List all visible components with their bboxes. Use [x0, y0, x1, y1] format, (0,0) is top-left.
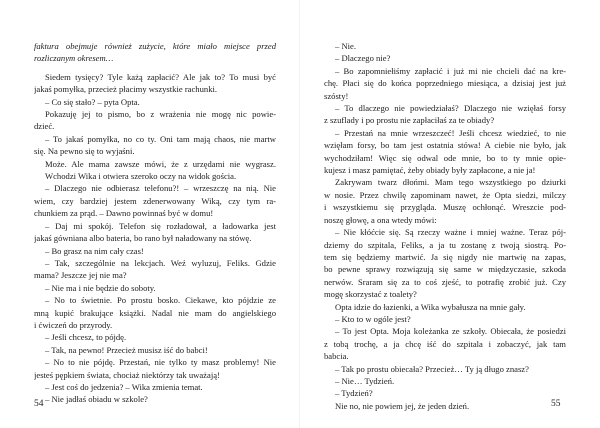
- text-line: – Tak, szczególnie na lekcjach. Weź wyluzuj, Feliks. Gdzie: [45, 257, 276, 268]
- text-line: – Tak, na pewno! Przecież musisz iść do babci!: [45, 344, 208, 355]
- text-line: – Przestań na mnie wrzeszczeć! Jeśli chcesz wiedzieć, to nie: [335, 127, 566, 138]
- left-page-number: 54: [34, 399, 44, 409]
- text-line: z szuflady i po prostu nie zapłaciłaś za te obiady?: [324, 115, 495, 126]
- text-line: noszę głowę, a ona wtedy mówi:: [324, 214, 437, 225]
- text-line: dziemy do szpitala, Feliks, a ja tu zostanę z twoją siostrą. Po-: [324, 239, 566, 250]
- text-line: – Bo grasz na nim cały czas!: [45, 245, 144, 256]
- text-line: mama? Jeszcze jej nie ma?: [34, 270, 127, 281]
- text-line: – Bo zapomniełiśmy zapłacić i już mi nie chcieli dać na kre-: [335, 65, 566, 76]
- text-line: – Kto to w ogóle jest?: [335, 313, 411, 324]
- text-line: – Nie ma i nie będzie do soboty.: [45, 282, 156, 293]
- text-line: Nie no, nie powiem jej, że jeden dzień.: [335, 400, 470, 411]
- text-line: i wszystkiemu się przygląda. Muszę ochłonąć. Wreszcie pod-: [324, 202, 566, 213]
- text-line: szósty!: [324, 90, 349, 101]
- text-line: – Tak po prostu obiecała? Przecież… Ty ją długo znasz?: [335, 363, 529, 374]
- text-line: wzięłam forsy, bo tam jest ostatnia stówa! A ciebie nie było, jak: [324, 140, 566, 151]
- right-page-number: 55: [551, 399, 561, 409]
- text-line: – Nie kłóćcie się. Są rzeczy ważne i mniej ważne. Teraz pój-: [335, 227, 566, 238]
- text-line: w nosie. Przez chwilę zapominam nawet, że Opta siedzi, milczy: [324, 189, 566, 200]
- text-line: i ćwiczeń do przyrody.: [34, 319, 113, 330]
- text-line: – To dlaczego nie powiedziałaś? Dlaczego nie wzięłaś forsy: [335, 103, 566, 114]
- text-line: Może. Ale mama zawsze mówi, że z urzędami nie wygrasz.: [45, 158, 276, 169]
- text-line: bo pewne sprawy rozwiązują się same w międzyczasie, szkoda: [324, 264, 566, 275]
- text-line: Wchodzi Wika i otwiera szeroko oczy na widok gościa.: [45, 171, 237, 182]
- text-line: jesteś pępkiem świata, chociaż niektórzy tak uważają!: [34, 369, 220, 380]
- text-line: – To jakaś pomyłka, no co ty. Oni tam mają chaos, nie martw: [45, 133, 276, 144]
- text-line: nerwów. Sraram się za to coś zjeść, to potrafię zrobić już. Czy: [324, 276, 566, 287]
- text-line: faktura obejmuje również zużycie, które miało miejsce przed: [34, 41, 276, 51]
- text-line: – Dlaczego nie?: [335, 53, 391, 64]
- text-line: wiem, czy bardziej jestem zdenerwowany Wiką, czy tym ra-: [34, 195, 276, 206]
- text-line: rozliczanym okresem…: [34, 53, 114, 64]
- text-line: chunkiem za prąd. – Dawno powinnaś być w domu!: [34, 208, 214, 219]
- text-line: wychodziłam! Więc się odwal ode mnie, bo to ty mnie opie-: [324, 152, 566, 163]
- text-line: Opta idzie do łazienki, a Wika wybałusza na mnie gały.: [335, 301, 526, 312]
- text-line: jakaś gówniana albo bateria, bo rano był naładowany na stówę.: [34, 233, 252, 244]
- text-line: tem się będziemy martwić. Ja się nigdy nie martwię na zapas,: [324, 251, 566, 262]
- text-line: Siedem tysięcy? Tyle każą zapłacić? Ale jak to? To musi być: [45, 71, 276, 82]
- text-line: chę. Płaci się do końca poprzedniego miesiąca, a dzisiaj jest już: [324, 78, 566, 89]
- text-line: – No to nie pójdę. Przestań, nie tylko ty masz problemy! Nie: [45, 357, 276, 368]
- text-line: – To jest Opta. Moja koleżanka ze szkoły. Obiecała, że posiedzi: [335, 326, 566, 337]
- text-line: – Daj mi spokój. Telefon się rozładował, a ładowarka jest: [45, 220, 276, 231]
- right-page: [300, 0, 600, 428]
- text-line: mną kupić brakujące książki. Nadal nie mam do angielskiego: [34, 307, 276, 318]
- right-page-text: [324, 40, 566, 412]
- text-line: – Nie… Tydzień.: [335, 375, 395, 386]
- text-line: – Jest coś do jedzenia? – Wika zmienia temat.: [45, 381, 203, 392]
- text-line: – Co się stało? – pyta Opta.: [45, 96, 140, 107]
- left-page-text: [34, 40, 276, 406]
- text-line: – Tydzień?: [335, 388, 373, 399]
- text-line: – No to świetnie. Po prostu bosko. Ciekawe, kto pójdzie ze: [45, 295, 276, 306]
- text-line: Pokazuję jej to pismo, bo z wrażenia nie mogę nic powie-: [45, 109, 276, 120]
- text-line: – Nie.: [335, 41, 357, 51]
- text-line: babcia.: [324, 351, 349, 362]
- text-line: Zakrywam twarz dłońmi. Mam tego wszystkiego po dziurki: [335, 177, 566, 188]
- text-line: mogę skorzystać z toalety?: [324, 289, 417, 300]
- text-line: – Dlaczego nie odbierasz telefonu?! – wrzeszczę na nią. Nie: [45, 183, 276, 194]
- text-line: – Jeśli chcesz, to pójdę.: [45, 332, 127, 343]
- text-line: jakaś pomyłka, przecież płacimy wszystkie rachunki.: [34, 84, 218, 95]
- text-line: – Nie jadłaś obiadu w szkole?: [45, 394, 148, 405]
- text-line: kujesz i masz pamiętać, żeby obiady były zapłacone, a nie ja!: [324, 165, 536, 176]
- text-line: z tobą trochę, a ja chcę iść do szpitala i zobaczyć, jak tam: [324, 338, 566, 349]
- text-line: dzieć.: [34, 121, 55, 132]
- text-line: się. Na pewno się to wyjaśni.: [34, 146, 135, 157]
